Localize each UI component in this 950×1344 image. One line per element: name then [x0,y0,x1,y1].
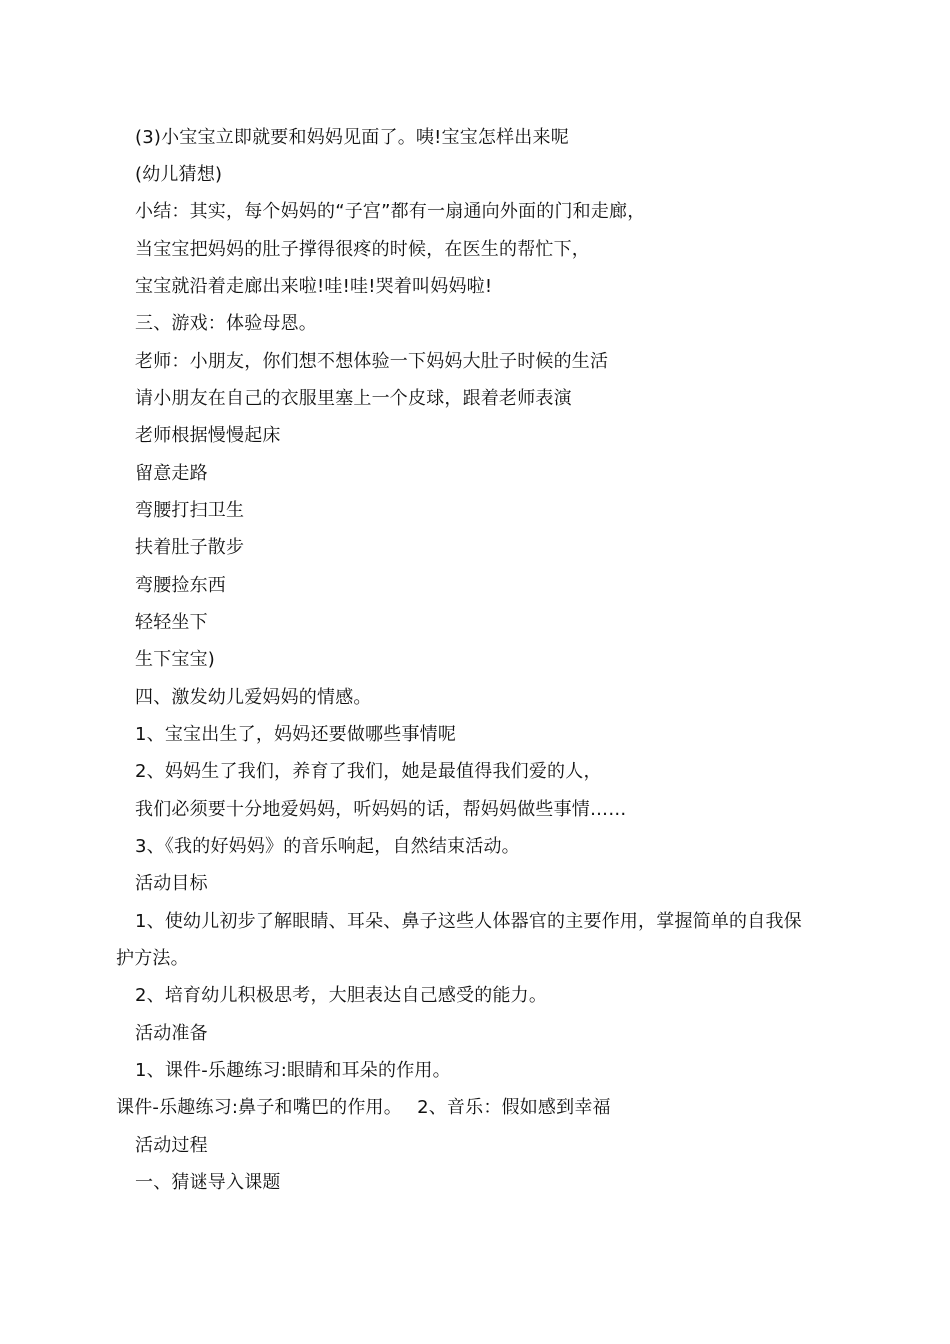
text-line-3: 小结：其实，每个妈妈的“子宫”都有一扇通向外面的门和走廊， [135,201,646,222]
text-line-17: 1、宝宝出生了，妈妈还要做哪些事情呢 [135,724,457,745]
text-line-15: 生下宝宝) [135,649,216,670]
text-line-9: 老师根据慢慢起床 [135,425,281,446]
section-heading-riddle: 一、猜谜导入课题 [135,1172,281,1193]
section-heading-process: 活动过程 [135,1135,208,1156]
text-line-7: 老师：小朋友，你们想不想体验一下妈妈大肚子时候的生活 [135,351,609,372]
text-line-20: 3、《我的好妈妈》的音乐响起，自然结束活动。 [135,836,520,857]
text-line-10: 留意走路 [135,463,208,484]
section-heading-goals: 活动目标 [135,873,208,894]
text-line-8: 请小朋友在自己的衣服里塞上一个皮球，跟着老师表演 [135,388,572,409]
text-line-14: 轻轻坐下 [135,612,208,633]
text-line-24: 2、培育幼儿积极思考，大胆表达自己感受的能力。 [135,985,548,1006]
text-line-26: 1、课件-乐趣练习:眼睛和耳朵的作用。 [135,1060,451,1081]
section-heading-emotion: 四、激发幼儿爱妈妈的情感。 [135,687,372,708]
text-line-22: 1、使幼儿初步了解眼睛、耳朵、鼻子这些人体器官的主要作用，掌握简单的自我保 [135,911,802,932]
text-line-11: 弯腰打扫卫生 [135,500,245,521]
section-heading-prep: 活动准备 [135,1023,208,1044]
text-line-12: 扶着肚子散步 [135,537,245,558]
text-line-13: 弯腰捡东西 [135,575,226,596]
text-line-19: 我们必须要十分地爱妈妈，听妈妈的话，帮妈妈做些事情…… [135,799,627,820]
section-heading-game: 三、游戏：体验母恩。 [135,313,317,334]
text-line-2: (幼儿猜想) [135,164,223,185]
text-line-1: (3)小宝宝立即就要和妈妈见面了。咦!宝宝怎样出来呢 [135,127,569,148]
text-line-18: 2、妈妈生了我们，养育了我们，她是最值得我们爱的人， [135,761,602,782]
text-line-5: 宝宝就沿着走廊出来啦!哇!哇!哭着叫妈妈啦! [135,276,493,297]
text-line-4: 当宝宝把妈妈的肚子撑得很疼的时候，在医生的帮忙下， [135,239,590,260]
text-line-27: 课件-乐趣练习:鼻子和嘴巴的作用。 2、音乐：假如感到幸福 [116,1097,611,1118]
text-line-23: 护方法。 [116,948,189,969]
